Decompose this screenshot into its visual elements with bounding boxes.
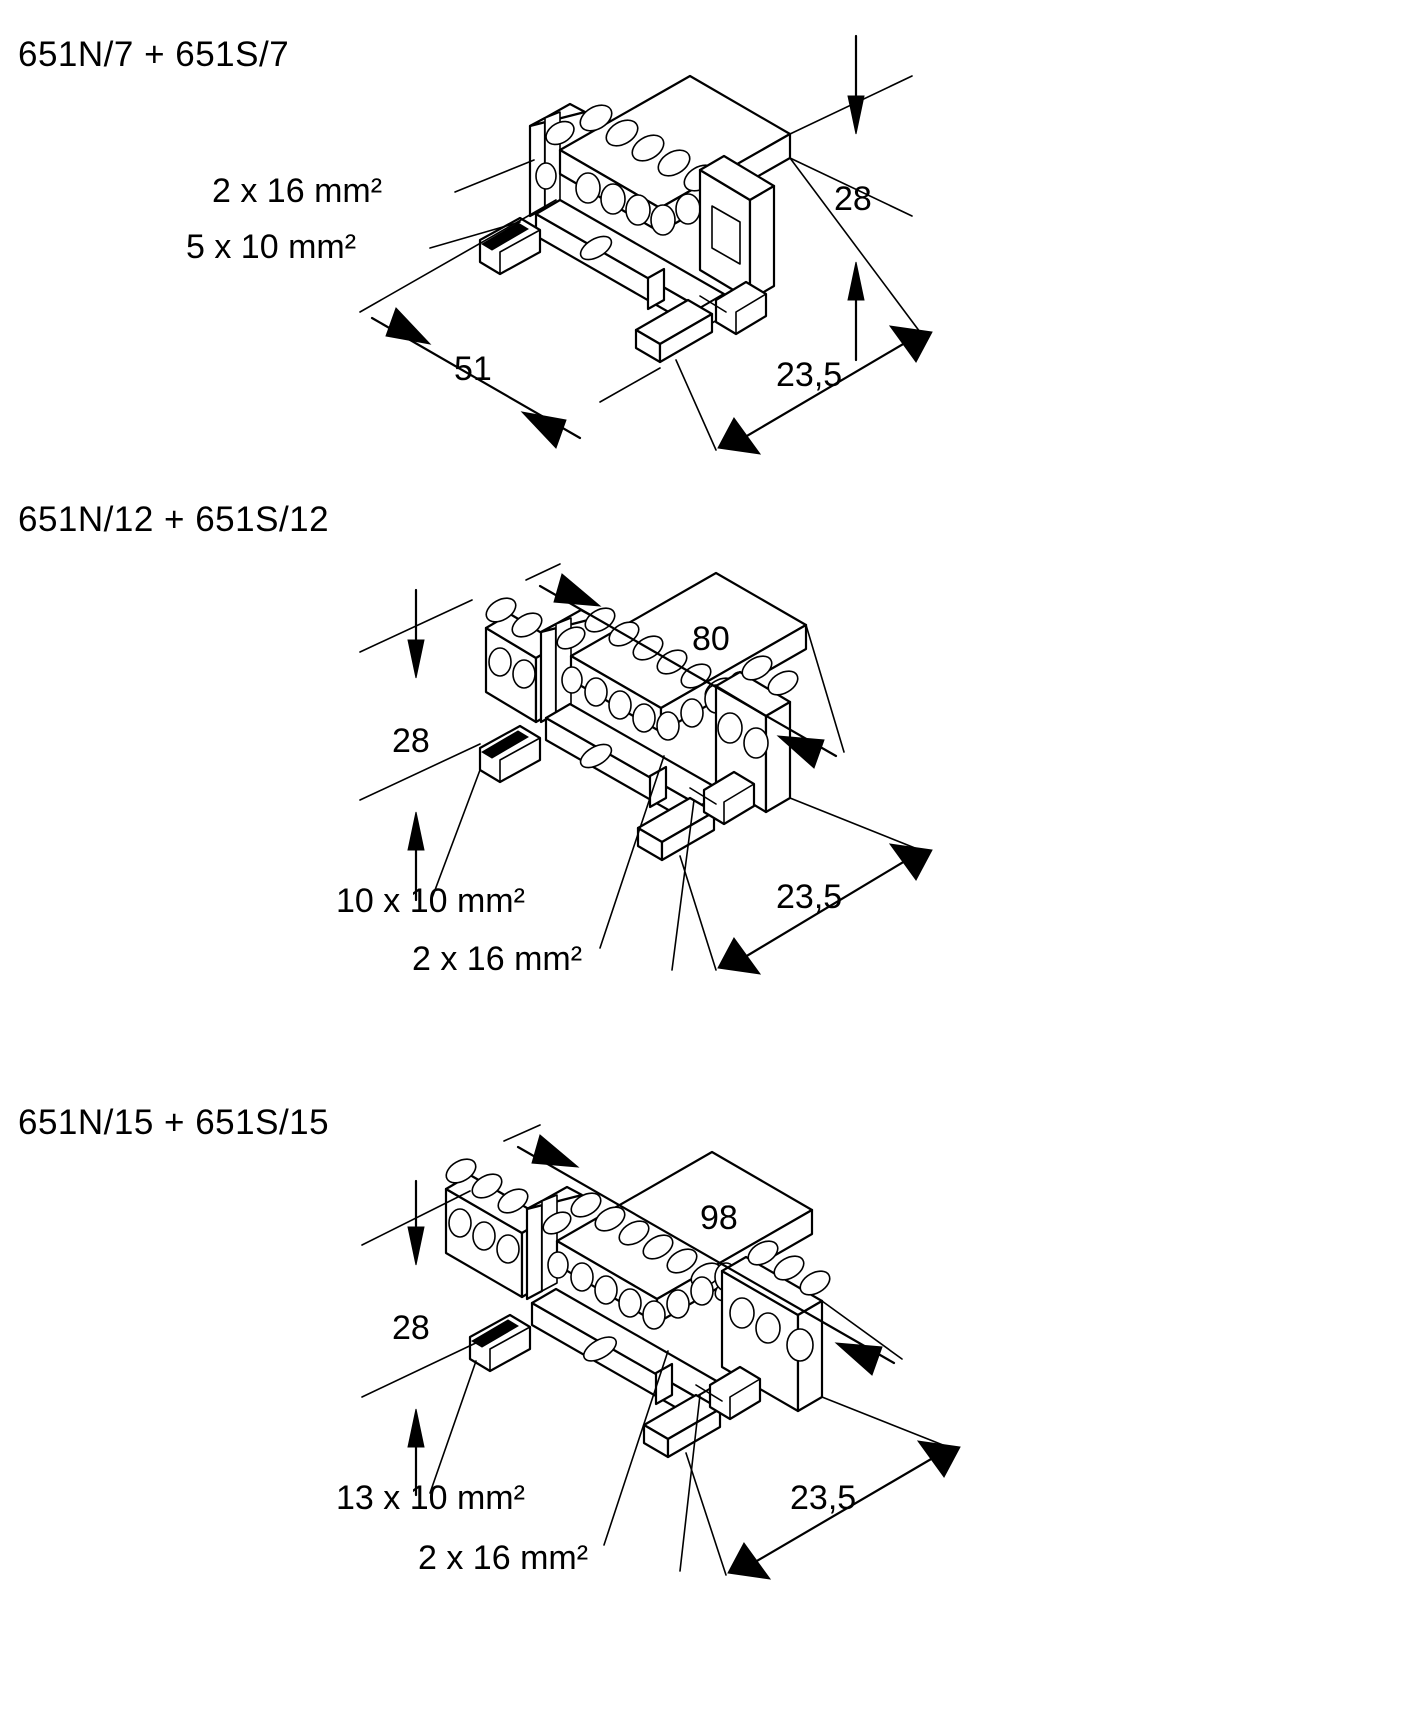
terminal-callout-10mm: 13 x 10 mm² <box>336 1479 525 1517</box>
dimension-depth: 23,5 <box>776 356 843 394</box>
terminal-callout-16mm: 2 x 16 mm² <box>212 172 383 210</box>
variant-title: 651N/15 + 651S/15 <box>18 1103 330 1142</box>
dimension-lines <box>360 36 932 454</box>
dimension-length: 98 <box>700 1199 738 1237</box>
terminal-callout-16mm: 2 x 16 mm² <box>412 940 583 978</box>
terminal-callout-10mm: 5 x 10 mm² <box>186 228 357 266</box>
dimension-depth: 23,5 <box>790 1479 857 1517</box>
dimension-length: 80 <box>692 620 730 658</box>
variant-651n-12 <box>0 500 1414 1060</box>
drawing-651n-15 <box>0 1055 1414 1710</box>
terminal-block-body <box>442 1152 834 1457</box>
variant-651n-7 <box>0 0 1414 500</box>
terminal-callout-10mm: 10 x 10 mm² <box>336 882 525 920</box>
dimension-height: 28 <box>392 1309 430 1347</box>
terminal-callout-16mm: 2 x 16 mm² <box>418 1539 589 1577</box>
terminal-block-body <box>480 76 790 362</box>
variant-title: 651N/12 + 651S/12 <box>18 500 330 539</box>
dimension-height: 28 <box>392 722 430 760</box>
variant-651n-15 <box>0 1055 1414 1710</box>
dimension-height: 28 <box>834 180 872 218</box>
variant-title: 651N/7 + 651S/7 <box>18 35 290 74</box>
drawing-651n-12 <box>0 500 1414 1060</box>
dimension-length: 51 <box>454 350 492 388</box>
dimension-depth: 23,5 <box>776 878 843 916</box>
